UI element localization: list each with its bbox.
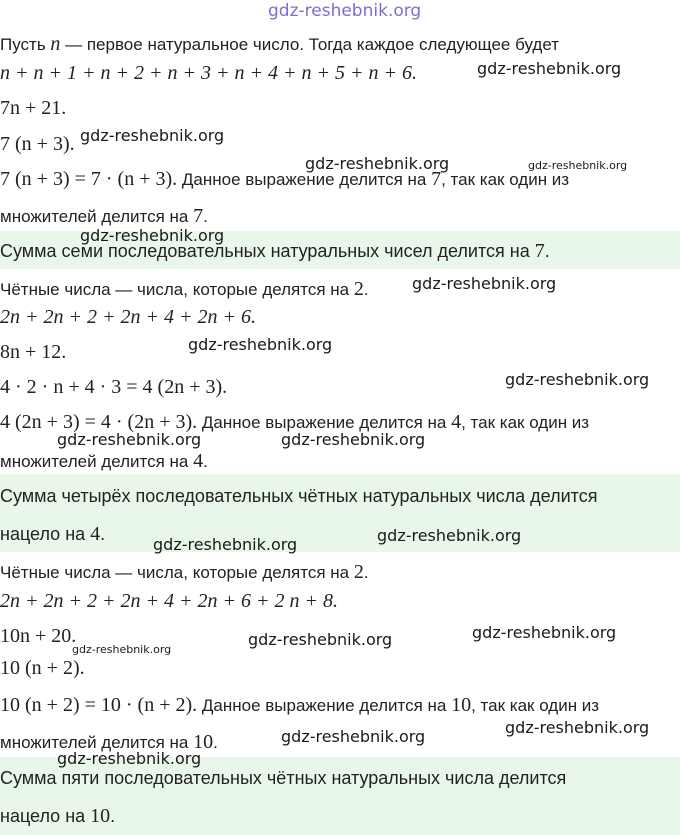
s1-proof-math: 7 (n + 3) = 7 · (n + 3). <box>0 168 178 190</box>
s1-sum: n + n + 1 + n + 2 + n + 3 + n + 4 + n + 5 + n + 6. <box>0 62 417 84</box>
s1-proof-line2 <box>0 205 208 228</box>
watermark: gdz-reshebnik.org <box>472 623 617 642</box>
watermark: gdz-reshebnik.org <box>80 126 225 145</box>
s2-conclusion-line2 <box>0 523 105 545</box>
s2-proof-line2-num: 4 <box>193 450 204 472</box>
s3-intro <box>0 561 369 584</box>
s1-conclusion-text: Сумма семи последовательных натуральных чисел делится на <box>0 241 535 261</box>
s3-proof-text: Данное выражение делится на <box>197 696 452 715</box>
s1-intro-var: n <box>50 33 61 55</box>
s3-sum: 2n + 2n + 2 + 2n + 4 + 2n + 6 + 2 n + 8. <box>0 590 338 612</box>
s3-conclusion-num: 10 <box>90 805 111 827</box>
s2-intro-end: . <box>363 280 369 299</box>
s2-proof-num: 4 <box>451 411 462 433</box>
s2-intro <box>0 278 369 301</box>
watermark: gdz-reshebnik.org <box>153 535 298 554</box>
s3-proof-math: 10 (n + 2) = 10 · (n + 2). <box>0 694 198 716</box>
s2-conclusion-text: нацело на <box>0 524 91 544</box>
s3-intro-text: Чётные числа — числа, которые делятся на <box>0 563 354 582</box>
watermark: gdz-reshebnik.org <box>305 154 450 173</box>
s1-simplified: 7n + 21. <box>0 97 67 119</box>
s1-factored: 7 (n + 3). <box>0 133 75 155</box>
s2-proof-line2 <box>0 450 208 473</box>
s3-proof-line2-end: . <box>213 733 218 752</box>
s2-intro-text: Чётные числа — числа, которые делятся на <box>0 280 354 299</box>
s2-proof-line2-end: . <box>203 452 208 471</box>
s3-proof <box>0 694 599 717</box>
s2-proof-text: Данное выражение делится на <box>197 413 452 432</box>
s1-proof <box>0 168 569 191</box>
s1-proof-line2-end: . <box>203 207 208 226</box>
s1-proof-num: 7 <box>431 168 442 190</box>
s2-simplified: 8n + 12. <box>0 341 67 363</box>
s2-conclusion-num: 4 <box>90 523 101 545</box>
watermark: gdz-reshebnik.org <box>80 226 225 245</box>
s2-intro-num: 2 <box>353 278 364 300</box>
s1-intro-text: Пусть <box>0 35 46 54</box>
s2-factored: 4 · 2 · n + 4 · 3 = 4 (2n + 3). <box>0 376 228 398</box>
s2-proof-tail: , так как один из <box>461 413 590 432</box>
watermark: gdz-reshebnik.org <box>281 727 426 746</box>
s1-intro <box>0 33 559 56</box>
watermark: gdz-reshebnik.org <box>72 643 172 656</box>
watermark: gdz-reshebnik.org <box>377 526 522 545</box>
s2-proof-line2-text: множителей делится на <box>0 452 194 471</box>
watermark: gdz-reshebnik.org <box>477 59 622 78</box>
s3-proof-tail: , так как один из <box>471 696 600 715</box>
s3-conclusion-line1: Сумма пяти последовательных чётных натуральных числа делится <box>0 768 567 788</box>
watermark: gdz-reshebnik.org <box>57 430 202 449</box>
s3-proof-line2-text: множителей делится на <box>0 733 194 752</box>
s3-proof-num: 10 <box>451 694 472 716</box>
s2-conclusion-end: . <box>100 524 106 544</box>
watermark: gdz-reshebnik.org <box>505 370 650 389</box>
s2-conclusion-line1: Сумма четырёх последовательных чётных натуральных числа делится <box>0 486 598 506</box>
s3-factored: 10 (n + 2). <box>0 657 85 679</box>
s1-conclusion-num: 7 <box>534 240 545 262</box>
watermark: gdz-reshebnik.org <box>412 274 557 293</box>
s1-proof-text: Данное выражение делится на <box>177 170 432 189</box>
watermark: gdz-reshebnik.org <box>281 430 426 449</box>
s3-conclusion-box <box>0 757 680 835</box>
s3-simplified: 10n + 20. <box>0 625 77 647</box>
s3-conclusion-text: нацело на <box>0 806 91 826</box>
s1-proof-tail: , так как один из <box>441 170 570 189</box>
watermark: gdz-reshebnik.org <box>57 749 202 768</box>
s1-intro-rest: — первое натуральное число. Тогда каждое следующее будет <box>60 35 559 54</box>
s2-proof-math: 4 (2n + 3) = 4 · (2n + 3). <box>0 411 198 433</box>
s1-conclusion-end: . <box>544 241 550 261</box>
s1-proof-line2-num: 7 <box>193 205 204 227</box>
s2-sum: 2n + 2n + 2 + 2n + 4 + 2n + 6. <box>0 306 256 328</box>
s3-conclusion-line2 <box>0 805 115 827</box>
watermark: gdz-reshebnik.org <box>248 630 393 649</box>
s3-conclusion-end: . <box>110 806 116 826</box>
s3-proof-line2-num: 10 <box>193 731 214 753</box>
watermark: gdz-reshebnik.org <box>528 159 628 172</box>
s1-proof-line2-text: множителей делится на <box>0 207 194 226</box>
s3-intro-end: . <box>363 563 369 582</box>
watermark: gdz-reshebnik.org <box>188 335 333 354</box>
s3-intro-num: 2 <box>353 561 364 583</box>
watermark-top: gdz-reshebnik.org <box>268 1 422 21</box>
watermark: gdz-reshebnik.org <box>505 718 650 737</box>
s2-conclusion-box <box>0 474 680 552</box>
